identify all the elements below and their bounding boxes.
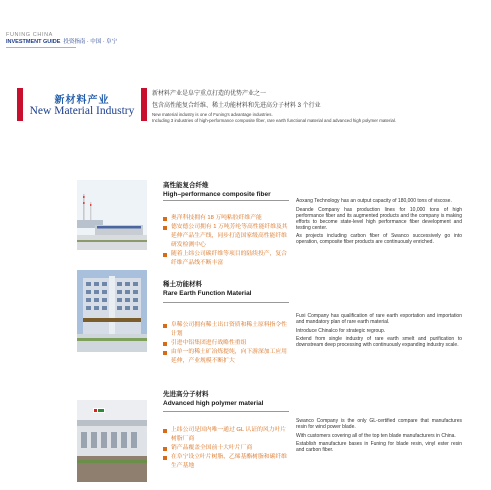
list-item: 奥洋科技拥有 18 万吨粘胶纤维产能	[163, 214, 290, 223]
page-header	[6, 32, 117, 46]
section3-divider	[163, 411, 289, 412]
section3-en-text	[296, 418, 462, 456]
header-bottom	[6, 39, 117, 46]
section1-en-text	[296, 198, 462, 248]
plant-photo	[77, 400, 147, 482]
section2-bullets	[163, 321, 290, 366]
paragraph: As projects including carbon fiber of Swanco successively go into operation, composite fiber products are continuously enriched.	[296, 233, 462, 245]
header-guide-cn: 投资指南 · 中国 · 阜宁	[63, 39, 118, 45]
list-item: 由单一的稀土矿冶炼提纯，向下游深加工应用延伸，产业规模不断扩大	[163, 348, 290, 366]
list-item: 随着上纬公司碳纤维等项目的陆续投产，复合纤维产品线不断丰富	[163, 250, 290, 268]
list-item: 阜稀公司拥有稀土出口资质和稀土原料指令性计划	[163, 321, 290, 339]
banner-title-cn: 新材料产业	[54, 95, 110, 106]
paragraph: Introduce Chinalco for strategic regroup.	[296, 327, 386, 334]
intro-block	[152, 88, 482, 123]
list-item: 在阜宁设立叶片树脂、乙烯基酯树脂和碳纤维生产基地	[163, 453, 290, 471]
paragraph: Extend from single industry of rare earth smelt and purification to downstream deep processing with continuously expanding industry scale.	[296, 336, 462, 348]
section3-title-en: Advanced high polymer material	[163, 400, 264, 407]
header-top-text: FUNING CHINA	[6, 32, 53, 38]
building-photo	[77, 270, 147, 352]
paragraph: Deande Company has production lines for 10,000 tons of high performance fiber and its augmented products and the company is making efforts to become state-level high performance fiber development and testing center.	[296, 206, 462, 231]
paragraph: Establish manufacture bases in Funing for blade resin, vinyl ester resin and carbon fiber.	[296, 441, 462, 453]
section3-title	[163, 390, 263, 408]
paragraph: Aoxang Technology has an output capacity of 180,000 tons of viscose.	[296, 198, 452, 204]
factory-photo	[77, 180, 147, 250]
banner-bracket-right	[141, 88, 147, 121]
section1-divider	[163, 200, 289, 201]
section2-title-cn: 稀土功能材料	[163, 281, 202, 288]
section1-title-cn: 高性能复合纤维	[163, 182, 209, 189]
header-divider	[6, 47, 76, 48]
section2-title	[163, 280, 252, 298]
list-item: 销产品覆盖全国前十大叶片厂商	[163, 444, 290, 453]
paragraph: Swanco Company is the only GL-certified compare that manufactures resin for wind power blade.	[296, 418, 462, 430]
list-item: 引进中铝集团进行战略性重组	[163, 339, 290, 348]
intro-line1-en: New material industry is one of Funing's advantage industries.	[152, 112, 273, 117]
section1-bullets	[163, 214, 290, 268]
list-item: 德安德公司拥有 1 万吨芳纶等高性能纤维及其延伸产品生产线，同步打造国家级高性能纤维研发检测中心	[163, 223, 290, 250]
intro-line1-cn: 新材料产业是阜宁重点打造的优势产业之一	[152, 91, 267, 97]
banner-title-en: New Material Industry	[29, 105, 135, 117]
section3-title-cn: 先进高分子材料	[163, 391, 209, 398]
section3-bullets	[163, 426, 290, 471]
header-guide-en: INVESTMENT GUIDE	[6, 39, 61, 45]
section-banner	[17, 88, 147, 121]
section1-title	[163, 181, 271, 199]
section1-title-en: High–performance composite fiber	[163, 191, 271, 198]
section2-divider	[163, 302, 289, 303]
intro-line2-en: Including 3 industries of high-performance composite fiber, rare earth functional material and advanced high polymer material.	[152, 117, 397, 123]
intro-line2-cn: 包含高性能复合纤维、稀土功能材料和先进高分子材料 3 个行业	[152, 103, 321, 109]
section2-en-text	[296, 313, 462, 351]
paragraph: With customers covering all of the top ten blade manufacturers in China.	[296, 432, 456, 439]
list-item: 上纬公司是国内唯一通过 GL 认证的风力叶片树脂厂商	[163, 426, 290, 444]
section2-title-en: Rare Earth Function Material	[163, 290, 252, 297]
paragraph: Fuxi Company has qualification of rare earth exportation and importation and mandatory plan of rare earth material.	[296, 313, 462, 325]
